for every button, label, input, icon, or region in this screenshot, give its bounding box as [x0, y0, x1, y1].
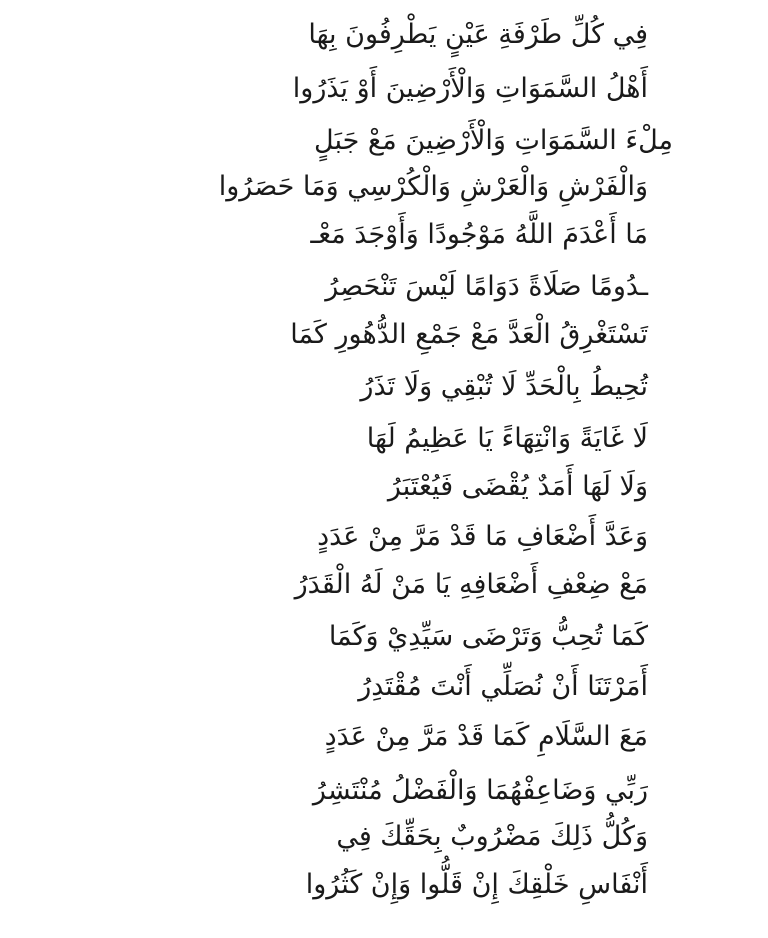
- verse-line-1: فِي كُلِّ طَرْفَةِ عَيْنٍ يَطْرِفُونَ بِهَا: [308, 19, 648, 50]
- verse-line-4: وَالْفَرْشِ وَالْعَرْشِ وَالْكُرْسِي وَمَا حَصَرُوا: [218, 171, 648, 202]
- verse-line-2: أَهْلُ السَّمَوَاتِ وَالْأَرْضِينَ أَوْ يَذَرُوا: [292, 73, 648, 104]
- verse-line-3: مِلْءَ السَّمَوَاتِ وَالْأَرْضِينَ مَعْ جَبَلٍ: [314, 125, 673, 156]
- verse-line-14: أَمَرْتَنَا أَنْ نُصَلِّي أَنْتَ مُقْتَدِرُ: [358, 671, 648, 702]
- verse-line-15: مَعَ السَّلَامِ كَمَا قَدْ مَرَّ مِنْ عَدَدٍ: [324, 721, 648, 752]
- verse-line-9: لَا غَايَةً وَانْتِهَاءً يَا عَظِيمُ لَهَا: [366, 423, 648, 454]
- verse-line-8: تُحِيطُ بِالْحَدِّ لَا تُبْقِي وَلَا تَذَرُ: [360, 371, 648, 402]
- verse-line-16: رَبِّي وَضَاعِفْهُمَا وَالْفَضْلُ مُنْتَشِرُ: [312, 775, 648, 806]
- verse-line-12: مَعْ ضِعْفِ أَضْعَافِهِ يَا مَنْ لَهُ الْقَدَرُ: [294, 569, 648, 600]
- verse-line-5: مَا أَعْدَمَ اللَّهُ مَوْجُودًا وَأَوْجَدَ مَعْـ: [310, 219, 648, 250]
- verse-line-13: كَمَا تُحِبُّ وَتَرْضَى سَيِّدِيْ وَكَمَا: [328, 621, 648, 652]
- verse-line-6: ـدُومًا صَلَاةً دَوَامًا لَيْسَ تَنْحَصِرُ: [325, 271, 648, 302]
- verse-line-17: وَكُلُّ ذَلِكَ مَضْرُوبٌ بِحَقِّكَ فِي: [336, 821, 648, 852]
- verse-line-10: وَلَا لَهَا أَمَدٌ يُقْضَى فَيُعْتَبَرُ: [387, 471, 648, 502]
- verse-line-7: تَسْتَغْرِقُ الْعَدَّ مَعْ جَمْعِ الدُّهُورِ كَمَا: [290, 319, 648, 350]
- verse-line-18: أَنْفَاسِ خَلْقِكَ إِنْ قَلُّوا وَإِنْ كَثُرُوا: [305, 869, 648, 900]
- verse-line-11: وَعَدَّ أَضْعَافِ مَا قَدْ مَرَّ مِنْ عَدَدٍ: [317, 521, 648, 552]
